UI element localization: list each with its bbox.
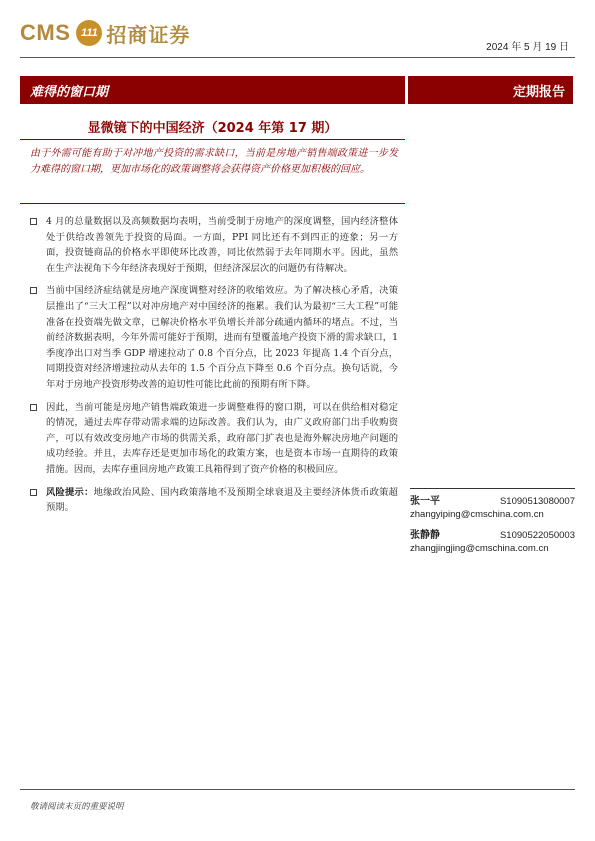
analyst-name: 张静静 [410,530,440,541]
analyst-panel [410,488,575,563]
title-band [20,76,405,104]
bullet-text: 因此，当前可能是房地产销售端政策进一步调整难得的窗口期，可以在供给相对稳定的情况，通过去库存带动需求端的边际改善。我们认为，由广义政府部门出手收购资产，可以有效改变房地产市场的供需关系，政府部门扩表也是海外解决房地产问题的成功经验。并且，去库存还是更加市场化的政策方案，也是资本市场一直期待的政策措施。因而，去库存重回房地产政策工具箱得到了资产价格的积极回应。 [46,401,398,475]
analyst-email[interactable]: zhangyiping@cmschina.com.cn [410,509,544,520]
bullet-item [30,283,398,392]
report-type-band [408,76,573,104]
subtitle-divider [20,139,405,140]
analyst-email[interactable]: zhangjingjing@cmschina.com.cn [410,543,549,554]
report-type-label: 定期报告 [512,85,565,100]
analyst-row [410,495,575,508]
bullet-item [30,214,398,276]
report-headline: 难得的窗口期 [30,85,109,100]
bullet-item [30,485,398,516]
analyst-row [410,529,575,542]
checkbox-bullet-icon [30,489,37,496]
company-logo [20,18,190,48]
analyst-license-id: S1090513080007 [499,496,575,507]
summary-paragraph: 由于外需可能有助于对冲地产投资的需求缺口，当前是房地产销售端政策进一步发力难得的窗口期，更加市场化的政策调整将会获得资产价格更加积极的回应。 [30,148,398,175]
logo-latin-text: CMS [20,20,71,45]
logo-chinese-text: 招商证券 [106,22,191,47]
report-date: 2024 年 5 月 19 日 [486,42,569,53]
bullet-list [30,214,398,523]
analyst-license-id: S1090522050003 [499,530,575,541]
checkbox-bullet-icon [30,218,37,225]
footer-divider [20,789,575,790]
checkbox-bullet-icon [30,404,37,411]
logo-badge-icon: 111 [76,20,102,46]
analyst-divider [410,488,575,489]
footer-disclaimer: 敬请阅读末页的重要说明 [30,802,124,812]
risk-warning-label: 风险提示： [46,486,94,498]
summary-divider [20,203,405,204]
checkbox-bullet-icon [30,287,37,294]
report-subtitle: 显微镜下的中国经济（2024 年第 17 期） [87,121,338,136]
bullet-text: 当前中国经济症结就是房地产深度调整对经济的收缩效应。为了解决核心矛盾，决策层推出了“三大工程”以对冲房地产对中国经济的拖累。我们认为最初“三大工程”可能准备在投资端先做文章，已解决价格水平负增长并部分疏通内循环的堵点。不过，当前经济数据表明，今年外需可能好于预期，进而有望覆盖地产投资下滑的需求缺口，1 季度净出口对当季 GDP 增速拉动了 0.8 个百分点，比 2023 年提高 1.4 个百分点，同期投资对经济增速拉动从去年的 1.5 个百分点下降至 0.6 个百分点。换句话说，今年对于房地产投资形势改善的迫切性可能比此前的预期有所下降。 [46,285,398,390]
risk-warning-text: 地缘政治风险、国内政策落地不及预期全球衰退及主要经济体货币政策超预期。 [46,486,398,514]
bullet-text: 4 月的总量数据以及高频数据均表明，当前受制于房地产的深度调整，国内经济整体处于供给改善领先于投资的局面。一方面，PPI 同比还有不到四正的迹象；另一方面，投资链商品的价格水平即使环比改善，同比依然弱于去年同期水平。因此，虽然在生产法视角下今年经济表现好于预期，但经济深层次的问题仍有待解决。 [46,216,398,274]
bullet-item [30,400,398,478]
header-divider [20,57,575,58]
analyst-name: 张一平 [410,496,440,507]
